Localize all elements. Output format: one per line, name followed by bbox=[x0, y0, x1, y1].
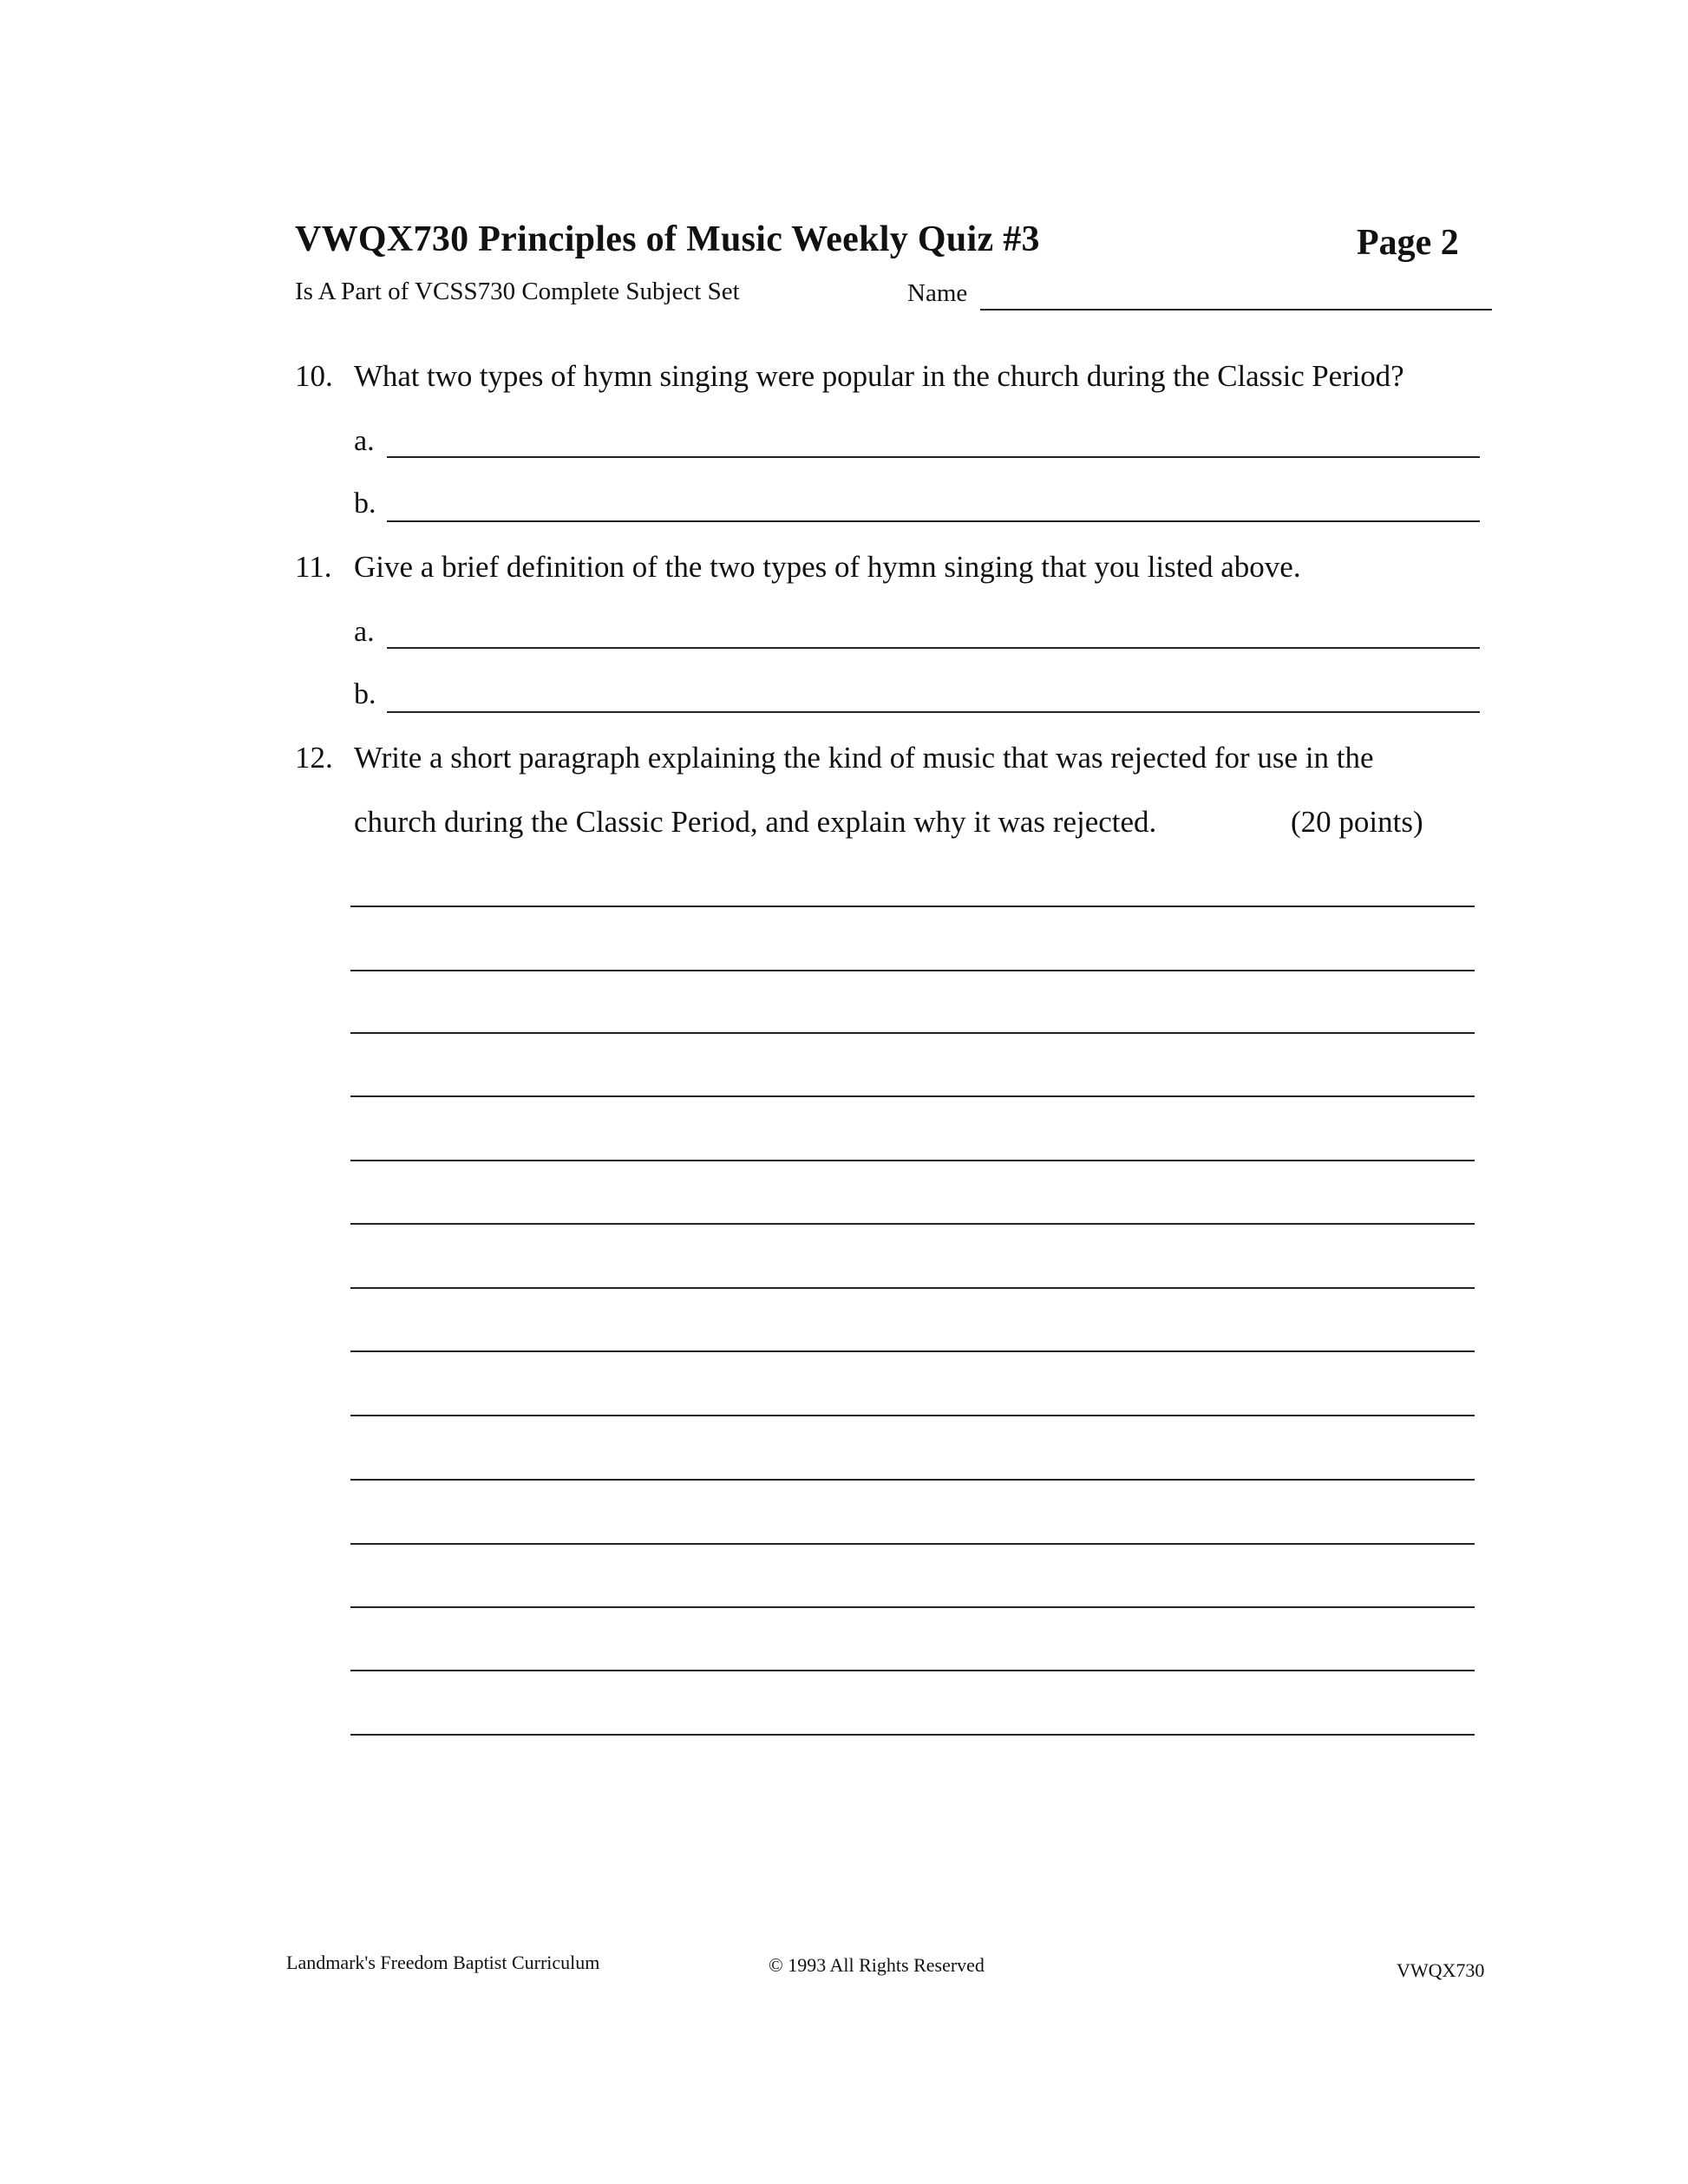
answer-writing-line[interactable] bbox=[350, 1479, 1475, 1481]
answer-writing-line[interactable] bbox=[350, 1095, 1475, 1097]
name-label: Name bbox=[907, 279, 968, 307]
answer-writing-line[interactable] bbox=[350, 1670, 1475, 1671]
question-10-answer-a-label: a. bbox=[354, 425, 375, 457]
page-number: Page 2 bbox=[1357, 223, 1459, 263]
footer-copyright: © 1993 All Rights Reserved bbox=[769, 1954, 985, 1976]
footer-curriculum: Landmark's Freedom Baptist Curriculum bbox=[286, 1952, 600, 1973]
answer-writing-line[interactable] bbox=[350, 1032, 1475, 1034]
question-11-answer-b-line[interactable] bbox=[387, 711, 1480, 713]
answer-writing-line[interactable] bbox=[350, 970, 1475, 971]
answer-writing-line[interactable] bbox=[350, 1160, 1475, 1161]
answer-writing-line[interactable] bbox=[350, 1223, 1475, 1225]
footer-code: VWQX730 bbox=[1397, 1959, 1485, 1981]
answer-writing-line[interactable] bbox=[350, 1543, 1475, 1545]
question-11-answer-a-label: a. bbox=[354, 616, 375, 648]
question-11-answer-b-label: b. bbox=[354, 678, 376, 710]
answer-writing-line[interactable] bbox=[350, 906, 1475, 907]
answer-writing-line[interactable] bbox=[350, 1350, 1475, 1352]
answer-writing-line[interactable] bbox=[350, 1415, 1475, 1416]
question-12-text-line-1: Write a short paragraph explaining the kind of music that was rejected for use in the bbox=[354, 741, 1374, 775]
question-12-points: (20 points) bbox=[1291, 805, 1423, 839]
answer-writing-line[interactable] bbox=[350, 1734, 1475, 1736]
question-12-number: 12. bbox=[295, 741, 333, 775]
question-11-text: Give a brief definition of the two types of hymn singing that you listed above. bbox=[354, 550, 1301, 584]
question-10-answer-a-line[interactable] bbox=[387, 456, 1480, 458]
question-12-text-line-2: church during the Classic Period, and explain why it was rejected. bbox=[354, 805, 1157, 839]
question-10-number: 10. bbox=[295, 359, 333, 393]
subject-set-subtitle: Is A Part of VCSS730 Complete Subject Set bbox=[295, 278, 740, 305]
question-10-answer-b-line[interactable] bbox=[387, 520, 1480, 522]
question-11-answer-a-line[interactable] bbox=[387, 647, 1480, 649]
answer-writing-line[interactable] bbox=[350, 1606, 1475, 1608]
quiz-title: VWQX730 Principles of Music Weekly Quiz #3 bbox=[295, 219, 1040, 259]
question-10-answer-b-label: b. bbox=[354, 487, 376, 520]
question-11-number: 11. bbox=[295, 550, 332, 584]
question-10-text: What two types of hymn singing were popular in the church during the Classic Period? bbox=[354, 359, 1404, 393]
name-field[interactable] bbox=[980, 309, 1492, 311]
answer-writing-line[interactable] bbox=[350, 1287, 1475, 1289]
